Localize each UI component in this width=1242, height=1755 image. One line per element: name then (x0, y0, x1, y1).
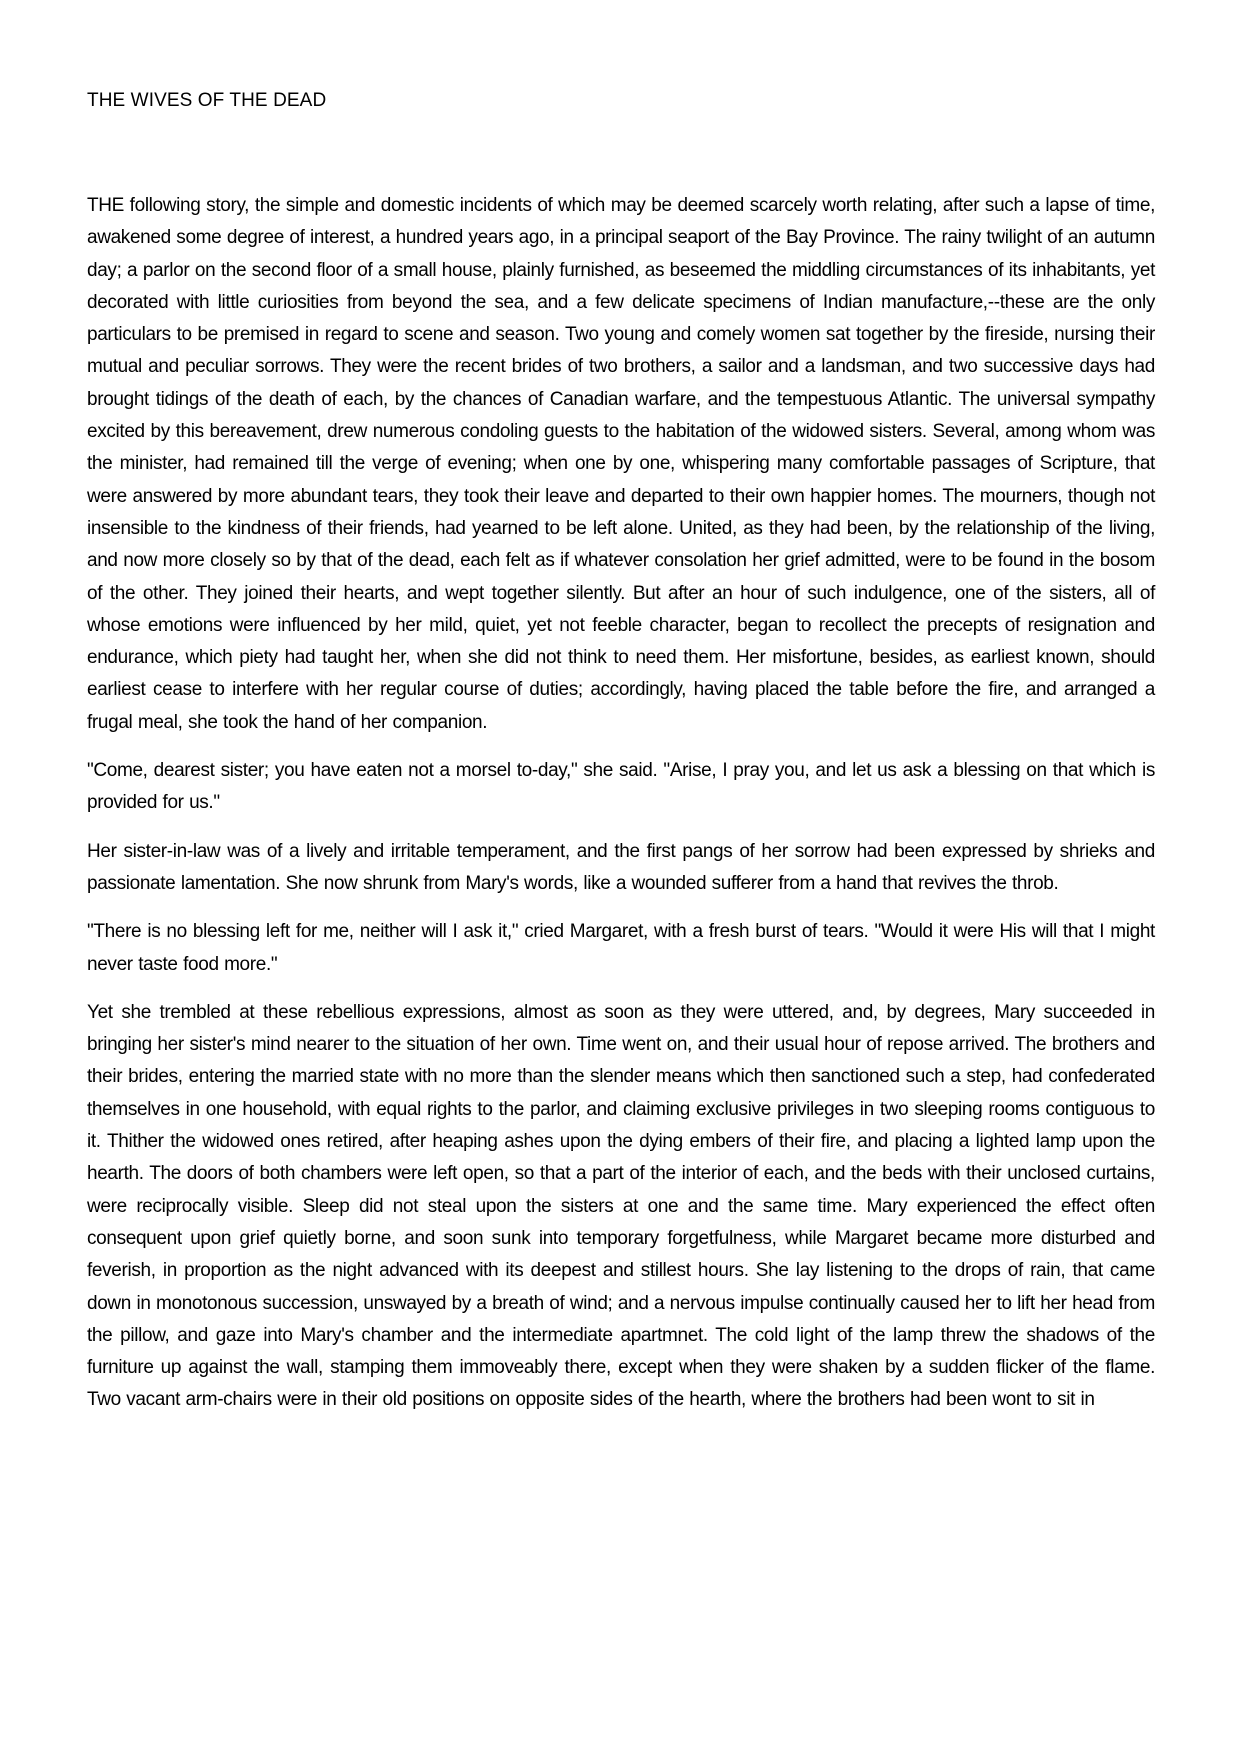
document-title: THE WIVES OF THE DEAD (87, 90, 327, 111)
paragraph-3: Her sister-in-law was of a lively and irritable temperament, and the first pangs of her sorrow had been expressed by shrieks and passionate lamentation. She now shrunk from Mary's words, like a wounded sufferer from a hand that revives the throb. (87, 840, 1155, 894)
paragraph-2: "Come, dearest sister; you have eaten not a morsel to-day," she said. "Arise, I pray you, and let us ask a blessing on that which is provided for us." (87, 760, 1155, 814)
paragraph-4: "There is no blessing left for me, neither will I ask it," cried Margaret, with a fresh burst of tears. "Would it were His will that I might never taste food more." (87, 921, 1155, 975)
document-body (87, 190, 1155, 1433)
paragraph-5: Yet she trembled at these rebellious expressions, almost as soon as they were uttered, and, by degrees, Mary succeeded in bringing her sister's mind nearer to the situation of her own. Time went on, and their usual hour of repose arrived. The brothers and their brides, entering the married state with no more than the slender means which then sanctioned such a step, had confederated themselves in one household, with equal rights to the parlor, and claiming exclusive privileges in two sleeping rooms contiguous to it. Thither the widowed ones retired, after heaping ashes upon the dying embers of their fire, and placing a lighted lamp upon the hearth. The doors of both chambers were left open, so that a part of the interior of each, and the beds with their unclosed curtains, were reciprocally visible. Sleep did not steal upon the sisters at one and the same time. Mary experienced the effect often consequent upon grief quietly borne, and soon sunk into temporary forgetfulness, while Margaret became more disturbed and feverish, in proportion as the night advanced with its deepest and stillest hours. She lay listening to the drops of rain, that came down in monotonous succession, unswayed by a breath of wind; and a nervous impulse continually caused her to lift her head from the pillow, and gaze into Mary's chamber and the intermediate apartmnet. The cold light of the lamp threw the shadows of the furniture up against the wall, stamping them immoveably there, except when they were shaken by a sudden flicker of the flame. Two vacant arm-chairs were in their old positions on opposite sides of the hearth, where the brothers had been wont to sit in (87, 1001, 1155, 1411)
paragraph-1: THE following story, the simple and domestic incidents of which may be deemed scarcely worth relating, after such a lapse of time, awakened some degree of interest, a hundred years ago, in a principal seaport of the Bay Province. The rainy twilight of an autumn day; a parlor on the second floor of a small house, plainly furnished, as beseemed the middling circumstances of its inhabitants, yet decorated with little curiosities from beyond the sea, and a few delicate specimens of Indian manufacture,--these are the only particulars to be premised in regard to scene and season. Two young and comely women sat together by the fireside, nursing their mutual and peculiar sorrows. They were the recent brides of two brothers, a sailor and a landsman, and two successive days had brought tidings of the death of each, by the chances of Canadian warfare, and the tempestuous Atlantic. The universal sympathy excited by this bereavement, drew numerous condoling guests to the habitation of the widowed sisters. Several, among whom was the minister, had remained till the verge of evening; when one by one, whispering many comfortable passages of Scripture, that were answered by more abundant tears, they took their leave and departed to their own happier homes. The mourners, though not insensible to the kindness of their friends, had yearned to be left alone. United, as they had been, by the relationship of the living, and now more closely so by that of the dead, each felt as if whatever consolation her grief admitted, were to be found in the bosom of the other. They joined their hearts, and wept together silently. But after an hour of such indulgence, one of the sisters, all of whose emotions were influenced by her mild, quiet, yet not feeble character, began to recollect the precepts of resignation and endurance, which piety had taught her, when she did not think to need them. Her misfortune, besides, as earliest known, should earliest cease to interfere with her regular course of duties; accordingly, having placed the table before the fire, and arranged a frugal meal, she took the hand of her companion. (87, 195, 1155, 733)
